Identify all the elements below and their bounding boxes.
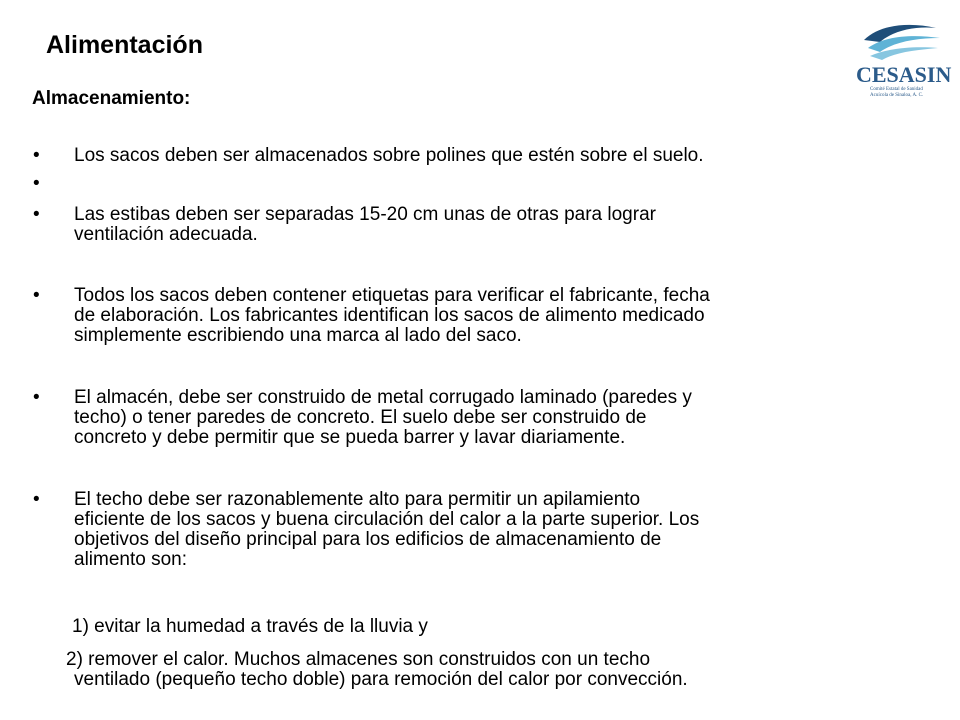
bullet-marker: • (33, 173, 40, 194)
bullet-line: de elaboración. Los fabricantes identifican los sacos de alimento medicado (74, 305, 705, 326)
bullet-line: objetivos del diseño principal para los edificios de almacenamiento de (74, 529, 662, 550)
bullet-line: Las estibas deben ser separadas 15-20 cm unas de otras para lograr (74, 204, 656, 225)
bullet-item (74, 286, 894, 346)
bullet-marker: • (33, 387, 40, 408)
wave-logo-icon (850, 18, 950, 62)
logo-tagline-line-1: Comité Estatal de Sanidad (870, 87, 923, 92)
bullet-line: Los sacos deben ser almacenados sobre polines que estén sobre el suelo. (74, 145, 704, 166)
numbered-line: 2) remover el calor. Muchos almacenes son construidos con un techo (66, 649, 651, 670)
numbered-line: ventilado (pequeño techo doble) para remoción del calor por convección. (74, 669, 688, 690)
bullet-item (74, 205, 894, 245)
bullet-line: eficiente de los sacos y buena circulación del calor a la parte superior. Los (74, 509, 700, 530)
logo-tagline-line-2: Acuícola de Sinaloa, A. C. (870, 93, 924, 98)
bullet-marker: • (33, 204, 40, 225)
bullet-marker: • (33, 285, 40, 306)
bullet-marker: • (33, 145, 40, 166)
numbered-item (72, 617, 912, 637)
logo-tagline (870, 87, 923, 99)
numbered-line: 1) evitar la humedad a través de la lluvia y (72, 616, 428, 637)
bullet-item (74, 490, 894, 570)
slide-title: Alimentación (46, 31, 203, 59)
bullet-line: El techo debe ser razonablemente alto para permitir un apilamiento (74, 489, 641, 510)
bullet-item (74, 146, 894, 166)
bullet-line: El almacén, debe ser construido de metal corrugado laminado (paredes y (74, 387, 692, 408)
bullet-line: Todos los sacos deben contener etiquetas para verificar el fabricante, fecha (74, 285, 710, 306)
bullet-line: simplemente escribiendo una marca al lado del saco. (74, 325, 522, 346)
numbered-item (0, 650, 840, 690)
cesasin-logo (850, 18, 950, 102)
logo-wordmark: CESASIN (856, 62, 952, 87)
bullet-marker: • (33, 489, 40, 510)
section-subtitle: Almacenamiento: (32, 88, 191, 109)
bullet-line: concreto y debe permitir que se pueda barrer y lavar diariamente. (74, 427, 626, 448)
bullet-line: techo) o tener paredes de concreto. El suelo debe ser construido de (74, 407, 647, 428)
bullet-line: ventilación adecuada. (74, 224, 258, 245)
bullet-line: alimento son: (74, 549, 188, 570)
bullet-item (74, 388, 894, 448)
